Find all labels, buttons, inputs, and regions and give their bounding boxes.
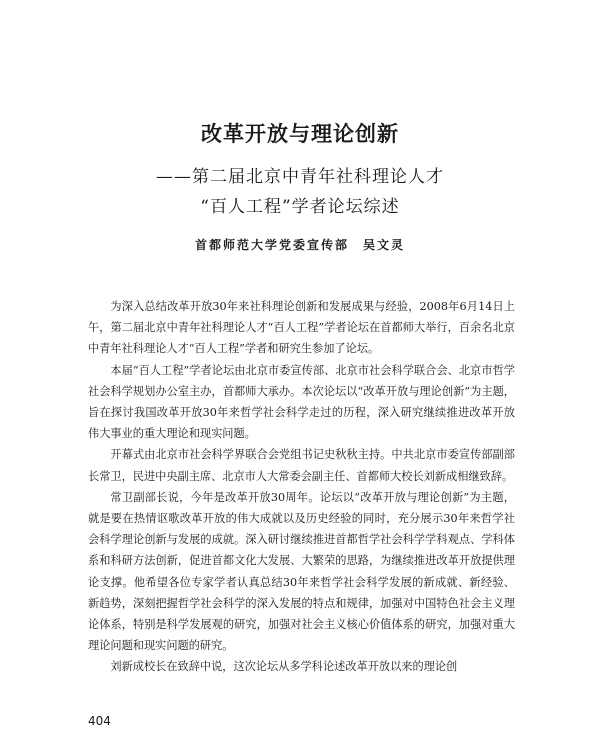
paragraph: 开幕式由北京市社会科学界联合会党组书记史秋秋主持。中共北京市委宣传部副部长常卫，民进中央副主席、北京市人大常委会副主任、首都师大校长刘新成相继致辞。	[88, 448, 515, 483]
author-byline: 首都师范大学党委宣传部 吴文灵	[194, 238, 405, 252]
paragraph: 本届“百人工程”学者论坛由北京市委宣传部、北京市社会科学联合会、北京市哲学社会科学规划办公室主办，首都师大承办。本次论坛以“改革开放与理论创新”为主题，旨在探讨我国改革开放30年来哲学社会科学走过的历程，深入研究继续推进改革开放伟大事业的重大理论和现实问题。	[88, 363, 515, 441]
article-body	[88, 296, 515, 678]
page-number: 404	[88, 714, 111, 728]
article-title: 改革开放与理论创新	[201, 121, 399, 146]
article-subtitle-line2: “百人工程”学者论坛综述	[200, 197, 400, 217]
article-subtitle-line1: ——第二届北京中青年社科理论人才	[156, 167, 444, 187]
paragraph: 常卫副部长说，今年是改革开放30周年。论坛以“改革开放与理论创新”为主题，就是要在热情讴歌改革开放的伟大成就以及历史经验的同时，充分展示30年来哲学社会科学理论创新与发展的成就。深入研讨继续推进首都哲学社会科学学科观点、学科体系和科研方法创新，促进首都文化大发展、大繁荣的思路，为继续推进改革开放提供理论支撑。他希望各位专家学者认真总结30年来哲学社会科学发展的新成就、新经验、新趋势，深刻把握哲学社会科学的深入发展的特点和规律，加强对中国特色社会主义理论体系，特别是科学发展观的研究，加强对社会主义核心价值体系的研究，加强对重大理论问题和现实问题的研究。	[88, 490, 515, 653]
paragraph: 为深入总结改革开放30年来社科理论创新和发展成果与经验，2008年6月14日上午，第二届北京中青年社科理论人才“百人工程”学者论坛在首都师大举行，百余名北京中青年社科理论人才“百人工程”学者和研究生参加了论坛。	[88, 300, 515, 356]
paragraph: 刘新成校长在致辞中说，这次论坛从多学科论述改革开放以来的理论创	[110, 660, 458, 674]
